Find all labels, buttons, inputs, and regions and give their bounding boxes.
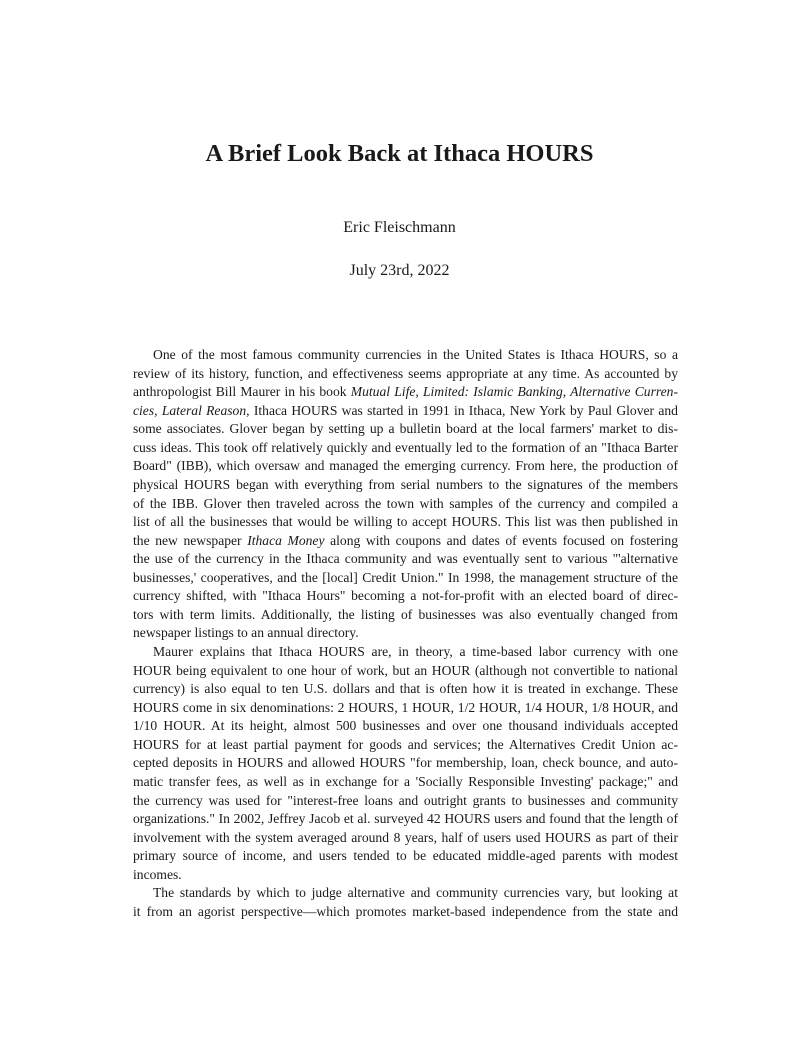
body-text: the currency was used for "interest-free loans and outright grants to businesses and community: [133, 792, 678, 808]
text-line: [133, 866, 678, 885]
text-line: [133, 365, 678, 384]
body-text: matic transfer fees, as well as in exchange for a 'Socially Responsible Investing' package;" and: [133, 773, 678, 789]
text-line: [133, 513, 678, 532]
body-text: it from an agorist perspective—which promotes market-based independence from the state and: [133, 903, 678, 919]
text-line: [133, 457, 678, 476]
text-line: [133, 606, 678, 625]
text-line: [133, 884, 678, 903]
italic-title-text: Ithaca Money: [247, 532, 325, 548]
body-text: the use of the currency in the Ithaca community and was eventually sent to various "'alternative: [133, 551, 678, 567]
body-text: The standards by which to judge alternative and community currencies vary, but looking at: [153, 885, 678, 901]
article-body: [133, 346, 678, 921]
body-text: currency shifted, with "Ithaca Hours" becoming a not-for-profit with an elected board of direc-: [133, 588, 678, 604]
document-title: A Brief Look Back at Ithaca HOURS: [205, 140, 594, 167]
italic-title-text: cies, Lateral Reason: [133, 402, 247, 418]
text-line: [133, 569, 678, 588]
body-text: HOURS for at least partial payment for goods and services; the Alternatives Credit Union ac-: [133, 736, 678, 752]
text-line: [133, 680, 678, 699]
text-line: [133, 792, 678, 811]
body-text: involvement with the system averaged around 8 years, half of users used HOURS as part of their: [133, 829, 678, 845]
text-line: [133, 532, 678, 551]
text-line: [133, 773, 678, 792]
text-line: [133, 420, 678, 439]
text-line: [133, 736, 678, 755]
body-text: 1/10 HOUR. At its height, almost 500 businesses and over one thousand individuals accepted: [133, 718, 678, 734]
author-name: Eric Fleischmann: [343, 219, 456, 236]
text-line: [133, 810, 678, 829]
text-line: [133, 643, 678, 662]
body-text: the new newspaper: [133, 532, 248, 548]
body-text: newspaper listings to an annual directory.: [133, 625, 359, 641]
body-text: currency) is also equal to ten U.S. dollars and that is often how it is treated in exchange. These: [133, 681, 678, 697]
body-text: Board" (IBB), which oversaw and managed the emerging currency. From here, the production of: [133, 458, 678, 474]
body-text: cuss ideas. This took off relatively quickly and eventually led to the formation of an "Ithaca Barter: [133, 439, 678, 455]
text-line: [133, 903, 678, 922]
text-line: [133, 346, 678, 365]
body-text: review of its history, function, and effectiveness seems appropriate at any time. As accounted by: [133, 365, 678, 381]
body-text: One of the most famous community currencies in the United States is Ithaca HOURS, so a: [153, 347, 678, 362]
publication-date: July 23rd, 2022: [349, 262, 450, 279]
text-line: [133, 402, 678, 421]
body-text: HOURS come in six denominations: 2 HOURS, 1 HOUR, 1/2 HOUR, 1/4 HOUR, 1/8 HOUR, and: [133, 699, 678, 715]
body-text: Maurer explains that Ithaca HOURS are, in theory, a time-based labor currency with one: [153, 644, 678, 659]
text-line: [133, 699, 678, 718]
body-text: cepted deposits in HOURS and allowed HOURS "for membership, loan, check bounce, and auto-: [133, 755, 678, 771]
text-line: [133, 476, 678, 495]
text-line: [133, 829, 678, 848]
text-line: [133, 495, 678, 514]
text-line: [133, 587, 678, 606]
body-text: of the IBB. Glover then traveled across the town with samples of the currency and compiled a: [133, 495, 678, 511]
body-text: organizations." In 2002, Jeffrey Jacob et al. surveyed 42 HOURS users and found that the length of: [133, 811, 678, 827]
body-text: , Ithaca HOURS was started in 1991 in Ithaca, New York by Paul Glover and: [246, 402, 678, 418]
text-line: [133, 754, 678, 773]
body-text: primary source of income, and users tended to be educated middle-aged parents with modest: [133, 848, 678, 864]
text-line: [133, 847, 678, 866]
italic-title-text: Mutual Life, Limited: Islamic Banking, Alternative Curren-: [350, 384, 678, 400]
body-text: tors with term limits. Additionally, the listing of businesses was also eventually changed from: [133, 606, 678, 622]
body-text: HOUR being equivalent to one hour of work, but an HOUR (although not convertible to national: [133, 662, 678, 678]
text-line: [133, 439, 678, 458]
text-line: [133, 624, 678, 643]
text-line: [133, 717, 678, 736]
body-text: incomes.: [133, 866, 182, 882]
body-text: some associates. Glover began by setting up a bulletin board at the local farmers' market to dis-: [133, 421, 678, 437]
body-text: list of all the businesses that would be willing to accept HOURS. This list was then published in: [133, 514, 678, 530]
body-text: businesses,' cooperatives, and the [local] Credit Union." In 1998, the management structure of the: [133, 569, 678, 585]
text-line: [133, 383, 678, 402]
body-text: physical HOURS began with everything from serial numbers to the signatures of the members: [133, 476, 678, 492]
text-line: [133, 550, 678, 569]
body-text: along with coupons and dates of events focused on fostering: [324, 532, 678, 548]
text-line: [133, 662, 678, 681]
body-text: anthropologist Bill Maurer in his book: [133, 384, 351, 400]
